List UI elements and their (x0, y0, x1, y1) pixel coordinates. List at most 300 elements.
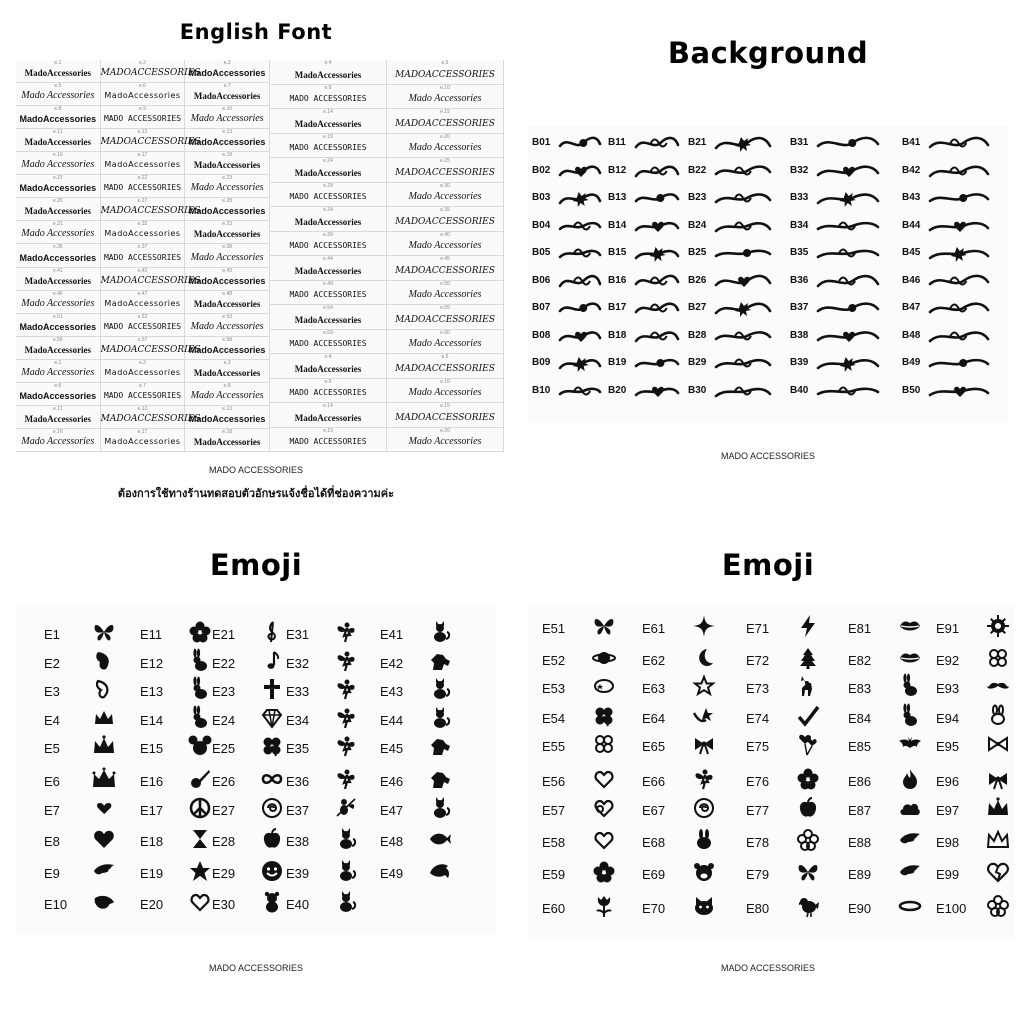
emoji-code: E59 (542, 867, 566, 882)
font-sample: MADOACCESSORIES (395, 265, 495, 276)
background-code: B05 (532, 247, 551, 258)
background-item (902, 380, 996, 402)
emoji-code: E47 (380, 803, 404, 818)
shooting-star-icon (692, 704, 716, 728)
font-code: e.50 (440, 280, 450, 287)
rabbit-icon (188, 677, 212, 701)
font-code: e.13 (222, 129, 233, 136)
cross-icon (260, 677, 284, 701)
font-sample-cell (270, 379, 387, 404)
background-code: B21 (688, 137, 707, 148)
font-sample-cell (387, 85, 504, 110)
emoji-item (746, 767, 824, 795)
caption: MADO ACCESSORIES (720, 451, 816, 461)
wing-icon (898, 828, 922, 852)
font-code: e.3 (223, 359, 231, 366)
emoji-item (642, 614, 720, 642)
font-code: e.6 (54, 382, 62, 389)
font-code: e.13 (222, 405, 233, 412)
panel-title: Background (667, 36, 869, 70)
emoji-code: E29 (212, 866, 236, 881)
font-code: e.46 (52, 290, 63, 297)
background-code: B34 (790, 219, 809, 231)
font-code: e.37 (137, 244, 148, 251)
font-code: e.41 (52, 267, 63, 274)
star-icon (188, 859, 212, 883)
moon-icon (692, 646, 716, 670)
swirl-decoration-icon (558, 187, 604, 209)
emoji-code: E2 (44, 656, 60, 671)
font-sample: MadoAccessories (104, 229, 181, 239)
font-sample-cell (101, 314, 186, 337)
background-code: B18 (608, 329, 627, 341)
font-sample: MadoAccessories (294, 314, 362, 325)
emoji-item (212, 677, 288, 705)
font-code: e.36 (52, 244, 63, 251)
emoji-item (380, 827, 456, 855)
emoji-code: E80 (746, 901, 770, 916)
dolphin-icon (428, 859, 452, 883)
emoji-code: E20 (140, 897, 164, 912)
butterfly-icon (796, 860, 820, 884)
emoji-item (848, 732, 926, 760)
font-sample-cell (100, 336, 201, 360)
emoji-code: E75 (746, 739, 770, 754)
emoji-item (848, 796, 926, 824)
font-sample: MADO ACCESSORIES (289, 192, 367, 201)
emoji-item (44, 890, 120, 918)
font-code: e.18 (222, 152, 233, 159)
font-sample-cell (16, 291, 101, 314)
emoji-item (140, 859, 216, 887)
emoji-code: E3 (44, 684, 60, 699)
emoji-code: E46 (380, 774, 404, 789)
font-code: e.18 (222, 428, 233, 435)
font-code: e.54 (323, 305, 333, 311)
font-code: e.10 (222, 106, 233, 113)
bunny-outline-icon (986, 704, 1010, 728)
emoji-item (380, 796, 456, 824)
background-code: B49 (902, 357, 921, 368)
font-sample: MADOACCESSORIES (395, 69, 495, 80)
font-sample-cell (16, 106, 101, 129)
background-code: B13 (608, 192, 627, 203)
font-sample-cell (16, 406, 101, 429)
background-item (608, 270, 686, 292)
bird-icon (796, 894, 820, 918)
font-sample-cell (270, 183, 387, 208)
emoji-panel-1 (0, 512, 512, 1024)
font-sample: MadoAccessories (193, 298, 261, 309)
background-item (688, 132, 778, 154)
font-sample: MADOACCESSORIES (100, 206, 201, 217)
font-sample: MadoAccessories (24, 344, 92, 355)
emoji-code: E74 (746, 711, 770, 726)
emoji-item (380, 734, 456, 762)
swirl-decoration-icon (714, 297, 774, 319)
font-sample: Mado Accessories (190, 251, 264, 263)
font-code: e.42 (137, 267, 148, 274)
background-item (532, 270, 608, 292)
font-code: e.9 (139, 106, 146, 113)
background-code: B12 (608, 164, 627, 176)
crown-icon (986, 796, 1010, 820)
halo-icon (898, 894, 922, 918)
background-item (608, 297, 686, 319)
panel-title: Emoji (209, 548, 303, 582)
font-sample: MadoAccessories (294, 118, 362, 129)
background-item (790, 325, 886, 347)
font-code: e.53 (222, 313, 233, 320)
cat-icon (428, 796, 452, 820)
emoji-code: E21 (212, 627, 236, 642)
font-code: e.30 (440, 182, 450, 189)
background-code: B10 (532, 384, 551, 396)
font-code: e.3 (223, 60, 231, 66)
emoji-item (212, 734, 288, 762)
font-sample: Mado Accessories (21, 228, 95, 240)
swirl-decoration-icon (558, 132, 604, 154)
star-outline-icon (692, 674, 716, 698)
emoji-item (44, 649, 120, 677)
fire-icon (898, 767, 922, 791)
emoji-item (44, 827, 120, 855)
reindeer-icon (796, 674, 820, 698)
font-code: e.11 (53, 129, 63, 136)
swirl-decoration-icon (928, 215, 992, 237)
sparkle-icon (692, 614, 716, 638)
font-sample: MADOACCESSORIES (395, 314, 495, 325)
emoji-code: E68 (642, 835, 666, 850)
emoji-panel-2 (512, 512, 1024, 1024)
emoji-item (642, 674, 720, 702)
guitar-icon (188, 767, 212, 791)
emoji-code: E100 (936, 901, 967, 916)
emoji-code: E22 (212, 656, 236, 671)
emoji-item (140, 620, 216, 648)
background-item (532, 160, 608, 182)
font-code: e.43 (222, 267, 233, 274)
background-item (608, 160, 686, 182)
background-code: B22 (688, 164, 707, 176)
emoji-code: E14 (140, 713, 164, 728)
background-code: B01 (532, 137, 551, 148)
font-sample-cell (101, 152, 186, 175)
emoji-code: E6 (44, 774, 60, 789)
font-code: e.4 (324, 60, 332, 66)
font-sample-cell (387, 281, 504, 306)
emoji-code: E61 (642, 621, 666, 636)
caption: MADO ACCESSORIES (720, 963, 816, 973)
font-code: e.57 (137, 336, 148, 343)
font-code: e.39 (323, 231, 333, 238)
heart-small-icon (92, 796, 116, 820)
font-sample-cell (16, 429, 101, 452)
font-code: e.33 (222, 221, 233, 228)
background-code: B19 (608, 357, 627, 368)
emoji-code: E51 (542, 621, 566, 636)
background-item (688, 297, 778, 319)
font-sample-cell (387, 158, 504, 183)
emoji-item (642, 828, 720, 856)
font-sample-cell (101, 221, 186, 244)
emoji-sheet (16, 604, 496, 934)
cat-icon (428, 706, 452, 730)
crown-icon (92, 734, 116, 758)
caption: MADO ACCESSORIES (208, 465, 304, 475)
font-sample-cell (270, 158, 387, 183)
font-sample-cell (270, 305, 387, 330)
bat-icon (898, 732, 922, 756)
emoji-item (542, 894, 620, 922)
font-code: e.5 (441, 60, 449, 66)
smiley-icon (260, 859, 284, 883)
font-code: e.15 (440, 403, 450, 409)
font-code: e.45 (440, 256, 450, 262)
font-sample-cell (270, 354, 387, 379)
font-sheet-left (16, 60, 270, 452)
background-item (532, 215, 608, 237)
background-code: B35 (790, 247, 809, 258)
background-item (532, 380, 608, 402)
emoji-code: E66 (642, 774, 666, 789)
emoji-item (848, 674, 926, 702)
emoji-item (44, 767, 120, 795)
font-code: e.20 (440, 133, 450, 140)
emoji-code: E95 (936, 739, 960, 754)
emoji-item (936, 674, 1014, 702)
emoji-item (212, 859, 288, 887)
font-sample-cell (270, 109, 387, 134)
rose-icon (260, 796, 284, 820)
font-code: e.12 (137, 129, 148, 136)
infinity-icon (260, 767, 284, 791)
emoji-item (380, 649, 456, 677)
font-sample-cell (270, 330, 387, 355)
background-code: B48 (902, 329, 921, 341)
thai-note: ต้องการใช้ทางร้านทดสอบตัวอักษรแจ้งชื่อได้ที่ช่องความค่ะ (117, 488, 395, 500)
font-code: e.32 (137, 221, 148, 228)
swirl-decoration-icon (634, 215, 682, 237)
font-sample-cell (387, 256, 504, 281)
cat-icon (334, 890, 358, 914)
swirl-decoration-icon (634, 352, 682, 374)
crown-large-icon (92, 767, 116, 791)
emoji-code: E41 (380, 627, 404, 642)
swirl-decoration-icon (928, 132, 992, 154)
background-code: B07 (532, 302, 551, 313)
emoji-code: E16 (140, 774, 164, 789)
swirl-decoration-icon (634, 297, 682, 319)
font-sample-cell (270, 207, 387, 232)
font-code: e.51 (52, 313, 63, 320)
background-item (608, 352, 686, 374)
font-sample-cell (270, 256, 387, 281)
cat-icon (428, 620, 452, 644)
swirl-decoration-icon (816, 187, 882, 209)
swirl-decoration-icon (634, 187, 682, 209)
font-code: e.21 (52, 175, 63, 182)
swirl-decoration-icon (816, 297, 882, 319)
background-code: B16 (608, 274, 627, 286)
emoji-item (642, 767, 720, 795)
font-sample-cell (16, 244, 101, 267)
emoji-code: E71 (746, 621, 770, 636)
background-item (688, 325, 778, 347)
font-sample-cell (16, 60, 101, 83)
font-sample: MadoAccessories (19, 183, 97, 194)
font-sample-cell (185, 152, 270, 175)
emoji-item (286, 706, 362, 734)
emoji-code: E23 (212, 684, 236, 699)
emoji-code: E83 (848, 681, 872, 696)
font-sample: MadoAccessories (193, 160, 261, 171)
emoji-code: E1 (44, 627, 60, 642)
font-sample: MADOACCESSORIES (100, 137, 201, 148)
emoji-item (936, 796, 1014, 824)
emoji-item (542, 674, 620, 702)
swirl-decoration-icon (558, 160, 604, 182)
font-sample-cell (387, 232, 504, 257)
font-sample-cell (387, 207, 504, 232)
emoji-item (542, 767, 620, 795)
emoji-code: E25 (212, 741, 236, 756)
font-sample: MADO ACCESSORIES (289, 94, 367, 103)
font-sample: MadoAccessories (24, 68, 92, 79)
font-code: e.10 (440, 378, 450, 385)
emoji-item (746, 828, 824, 856)
font-sample-cell (270, 60, 387, 85)
font-sample-cell (16, 129, 101, 152)
swirl-decoration-icon (928, 160, 992, 182)
background-item (902, 352, 996, 374)
emoji-item (286, 890, 362, 918)
font-code: e.44 (323, 256, 333, 262)
emoji-code: E24 (212, 713, 236, 728)
bunny-icon (692, 828, 716, 852)
swirl-decoration-icon (816, 132, 882, 154)
font-code: e.28 (222, 198, 233, 205)
emoji-item (936, 828, 1014, 856)
emoji-item (44, 677, 120, 705)
font-sample: MadoAccessories (24, 413, 92, 424)
crown-outline-icon (986, 828, 1010, 852)
background-code: B24 (688, 219, 707, 231)
font-sample-cell (185, 314, 270, 337)
background-item (790, 242, 886, 264)
font-sample-cell (16, 268, 101, 291)
emoji-code: E19 (140, 866, 164, 881)
font-sample-cell (101, 106, 186, 129)
dog-icon (428, 649, 452, 673)
emoji-code: E52 (542, 653, 566, 668)
font-sample: MADOACCESSORIES (395, 118, 495, 129)
swirl-decoration-icon (634, 242, 682, 264)
background-item (532, 297, 608, 319)
emoji-code: E18 (140, 834, 164, 849)
font-sample: Mado Accessories (21, 366, 95, 378)
font-sample-cell (185, 244, 270, 267)
emoji-item (286, 827, 362, 855)
font-sample: Mado Accessories (408, 338, 482, 349)
emoji-code: E12 (140, 656, 164, 671)
swirl-decoration-icon (714, 270, 774, 292)
font-sample-cell (185, 268, 270, 291)
background-code: B29 (688, 357, 707, 368)
font-sample-cell (185, 221, 270, 244)
background-code: B26 (688, 274, 707, 286)
fairy-icon (334, 677, 358, 701)
background-item (608, 242, 686, 264)
emoji-code: E84 (848, 711, 872, 726)
font-sample: MadoAccessories (188, 206, 266, 217)
emoji-item (848, 646, 926, 674)
swirl-decoration-icon (816, 160, 882, 182)
emoji-item (140, 796, 216, 824)
background-item (608, 325, 686, 347)
background-item (790, 187, 886, 209)
wing-single-icon (92, 890, 116, 914)
background-item (688, 380, 778, 402)
rabbit-icon (188, 649, 212, 673)
font-code: e.35 (440, 207, 450, 213)
emoji-code: E8 (44, 834, 60, 849)
swirl-decoration-icon (928, 325, 992, 347)
font-sample-cell (387, 428, 504, 453)
font-sample: MADO ACCESSORIES (103, 390, 182, 400)
emoji-item (936, 732, 1014, 760)
font-sample-cell (387, 60, 504, 85)
clover-outline-icon (592, 732, 616, 756)
emoji-code: E36 (286, 774, 310, 789)
emoji-item (642, 860, 720, 888)
emoji-item (286, 734, 362, 762)
butterfly-icon (592, 614, 616, 638)
font-sample: Mado Accessories (21, 90, 95, 102)
cupid-icon (334, 796, 358, 820)
font-sample: MadoAccessories (294, 363, 362, 374)
emoji-item (542, 732, 620, 760)
swirl-decoration-icon (634, 132, 682, 154)
stars-ring-icon (592, 674, 616, 698)
swirl-decoration-icon (816, 270, 882, 292)
emoji-item (140, 827, 216, 855)
emoji-code: E26 (212, 774, 236, 789)
flower-icon (188, 620, 212, 644)
emoji-code: E85 (848, 739, 872, 754)
background-code: B14 (608, 219, 627, 231)
font-sheet-right (270, 60, 504, 452)
rabbit-icon (898, 674, 922, 698)
font-sample-cell (387, 403, 504, 428)
font-sample-cell (387, 379, 504, 404)
apple-icon (796, 796, 820, 820)
background-item (902, 215, 996, 237)
emoji-item (212, 649, 288, 677)
font-sample: MadoAccessories (19, 321, 97, 332)
font-sample: Mado Accessories (408, 93, 482, 104)
background-code: B47 (902, 302, 921, 313)
background-code: B41 (902, 137, 921, 148)
emoji-code: E4 (44, 713, 60, 728)
font-sample: MadoAccessories (24, 137, 92, 148)
font-sample: MadoAccessories (188, 137, 266, 148)
font-code: e.14 (323, 403, 333, 409)
background-item (688, 270, 778, 292)
hourglass-icon (188, 827, 212, 851)
font-sample: Mado Accessories (408, 289, 482, 300)
font-sample: Mado Accessories (408, 191, 482, 202)
